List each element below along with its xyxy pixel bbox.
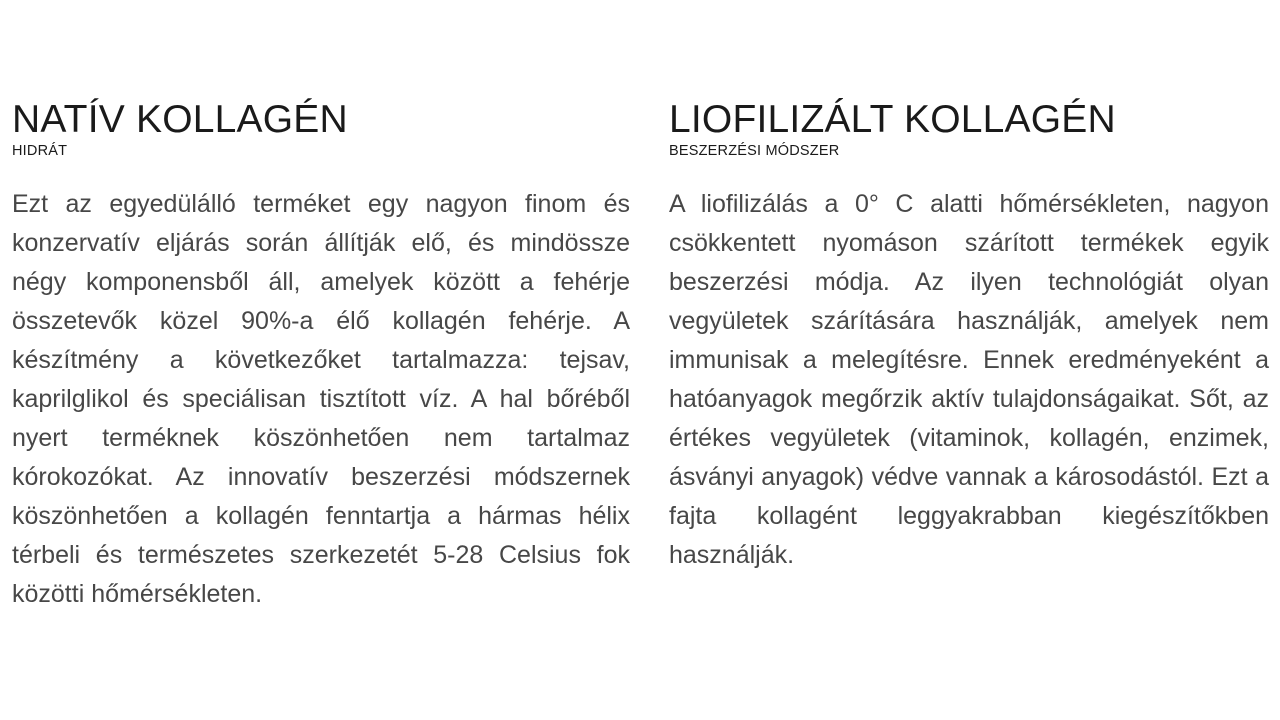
column-body-right: A liofilizálás a 0° C alatti hőmérsékleten, nagyon csökkentett nyomáson szárított termékek egyik beszerzési módja. Az ilyen technológiát olyan vegyületek szárítására használják, amelyek nem immunisak a melegítésre. Ennek eredményeként a hatóanyagok megőrzik aktív tulajdonságaikat. Sőt, az értékes vegyületek (vitaminok, kollagén, enzimek, ásványi anyagok) védve vannak a károsodástól. Ezt a fajta kollagént leggyakrabban kiegészítőkben használják. <box>669 189 1269 569</box>
column-subtitle-right: BESZERZÉSI MÓDSZER <box>669 142 840 159</box>
column-title-right: LIOFILIZÁLT KOLLAGÉN <box>669 98 1116 141</box>
column-nativ-kollagen <box>0 100 655 614</box>
column-body-left: Ezt az egyedülálló terméket egy nagyon finom és konzervatív eljárás során állítják elő, és mindössze négy komponensből áll, amelyek között a fehérje összetevők közel 90%-a élő kollagén fehérje. A készítmény a következőket tartalmazza: tejsav, kaprilglikol és speciálisan tisztított víz. A hal bőréből nyert terméknek köszönhetően nem tartalmaz kórokozókat. Az innovatív beszerzési módszernek köszönhetően a kollagén fenntartja a hármas hélix térbeli és természetes szerkezetét 5-28 Celsius fok közötti hőmérsékleten. <box>12 189 630 608</box>
column-subtitle-left: HIDRÁT <box>12 142 68 159</box>
column-title-left: NATÍV KOLLAGÉN <box>12 98 348 141</box>
two-column-layout <box>0 100 1280 614</box>
column-liofilizalt-kollagen <box>655 100 1280 575</box>
